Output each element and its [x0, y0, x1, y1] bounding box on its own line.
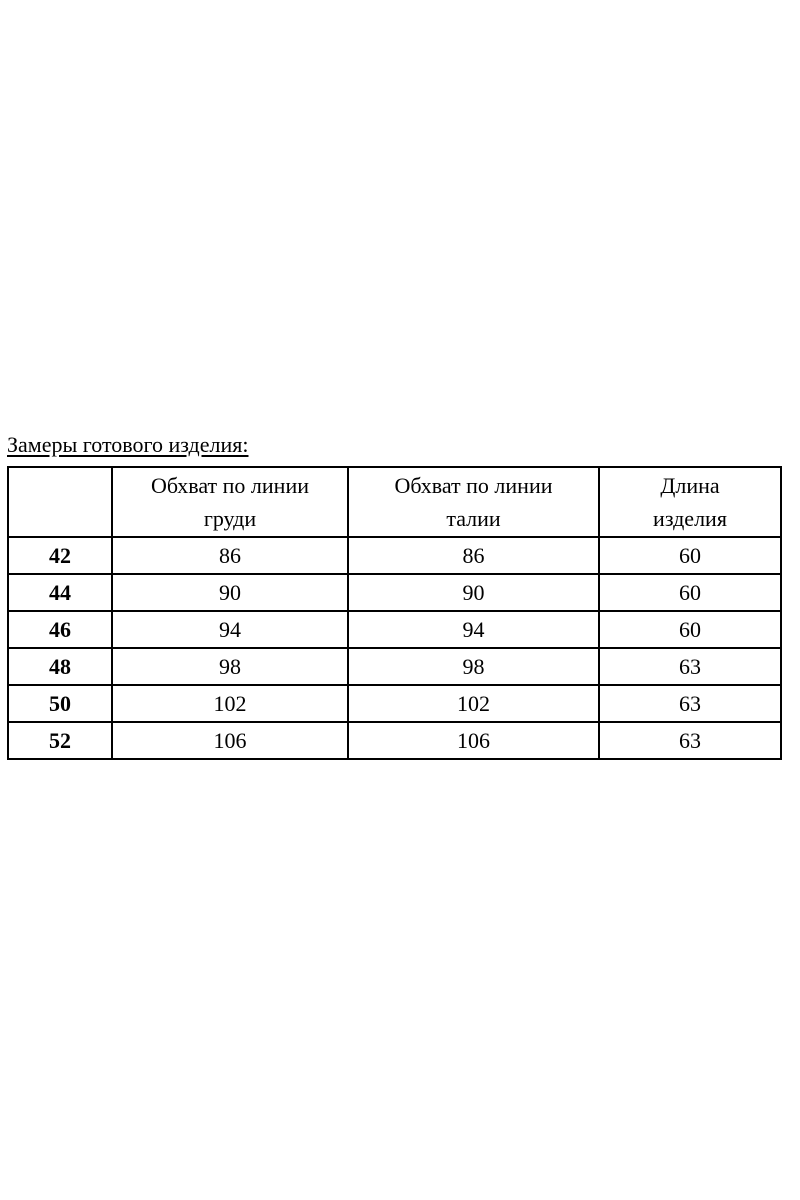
table-row	[8, 537, 781, 574]
table-row	[8, 685, 781, 722]
length-cell: 60	[599, 537, 781, 574]
header-chest-line-2: груди	[203, 506, 257, 531]
size-cell: 48	[8, 648, 112, 685]
length-cell: 63	[599, 722, 781, 759]
waist-cell: 90	[348, 574, 599, 611]
length-cell: 63	[599, 685, 781, 722]
length-cell: 60	[599, 611, 781, 648]
size-cell: 50	[8, 685, 112, 722]
chest-cell: 98	[112, 648, 348, 685]
table-row	[8, 611, 781, 648]
header-waist-line-1: Обхват по линии	[394, 473, 553, 498]
size-cell: 42	[8, 537, 112, 574]
header-chest-line-1: Обхват по линии	[151, 473, 309, 498]
header-length-line-1: Длина	[660, 473, 720, 498]
table-row	[8, 722, 781, 759]
header-waist-line-2: талии	[446, 506, 501, 531]
length-cell: 60	[599, 574, 781, 611]
waist-cell: 86	[348, 537, 599, 574]
length-cell: 63	[599, 648, 781, 685]
waist-cell: 98	[348, 648, 599, 685]
size-measurements-table	[7, 466, 782, 760]
table-header-row	[8, 467, 781, 537]
table-row	[8, 648, 781, 685]
header-length-line-2: изделия	[653, 506, 727, 531]
size-cell: 44	[8, 574, 112, 611]
chest-cell: 86	[112, 537, 348, 574]
header-waist-girth	[348, 467, 599, 537]
waist-cell: 94	[348, 611, 599, 648]
size-cell: 52	[8, 722, 112, 759]
size-cell: 46	[8, 611, 112, 648]
waist-cell: 102	[348, 685, 599, 722]
header-chest-girth	[112, 467, 348, 537]
chest-cell: 94	[112, 611, 348, 648]
table-row	[8, 574, 781, 611]
header-garment-length	[599, 467, 781, 537]
chest-cell: 90	[112, 574, 348, 611]
chest-cell: 102	[112, 685, 348, 722]
waist-cell: 106	[348, 722, 599, 759]
header-size-corner	[8, 467, 112, 537]
chest-cell: 106	[112, 722, 348, 759]
table-caption: Замеры готового изделия:	[7, 432, 249, 457]
